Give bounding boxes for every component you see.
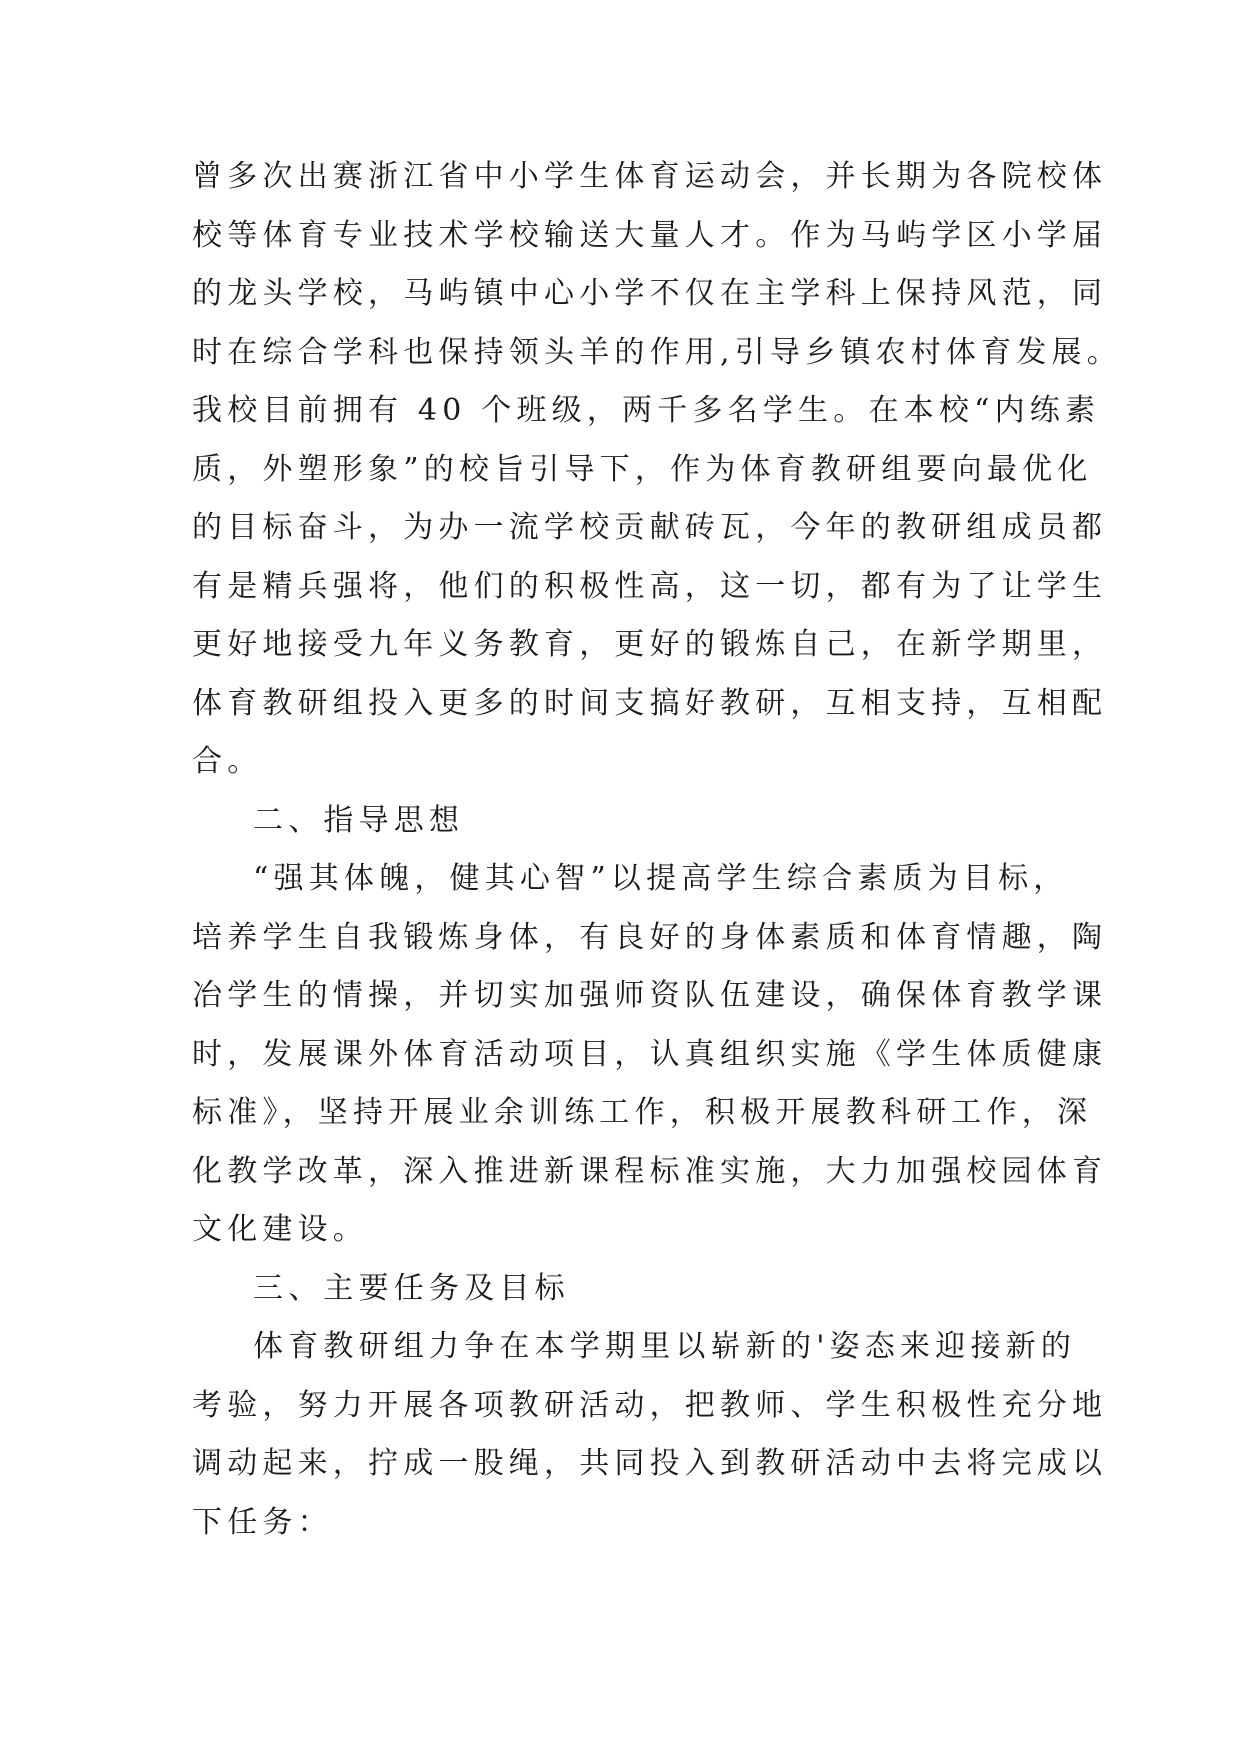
text-line: 时在综合学科也保持领头羊的作用,引导乡镇农村体育发展。 xyxy=(192,334,1122,370)
text-line: 更好地接受九年义务教育，更好的锻炼自己，在新学期里， xyxy=(192,627,1108,662)
text-line: 冶学生的情操，并切实加强师资队伍建设，确保体育教学课 xyxy=(192,978,1108,1013)
text-line: 文化建设。 xyxy=(192,1212,368,1247)
text-line: 考验，努力开展各项教研活动，把教师、学生积极性充分地 xyxy=(192,1387,1108,1423)
paragraph-main-tasks xyxy=(192,1318,1108,1552)
text-line: 标准》，坚持开展业余训练工作，积极开展教科研工作，深 xyxy=(192,1095,1093,1130)
text-line: 下任务： xyxy=(192,1504,333,1540)
paragraph-guiding-ideology xyxy=(192,850,1108,1260)
section-heading-guiding-ideology: 二、指导思想 xyxy=(253,802,465,838)
text-line: 时，发展课外体育活动项目，认真组织实施《学生体质健康 xyxy=(192,1036,1108,1072)
text-line: 培养学生自我锻炼身体，有良好的身体素质和体育情趣，陶 xyxy=(192,919,1108,955)
text-line: “强其体魄，健其心智”以提高学生综合素质为目标， xyxy=(253,861,1069,896)
text-line: 合。 xyxy=(192,744,263,779)
text-line: 体育教研组投入更多的时间支搞好教研，互相支持，互相配 xyxy=(192,685,1108,721)
text-line: 的目标奋斗，为办一流学校贡献砖瓦，今年的教研组成员都 xyxy=(192,510,1108,545)
section-heading-main-tasks: 三、主要任务及目标 xyxy=(253,1270,570,1306)
text-line: 质，外塑形象”的校旨引导下，作为体育教研组要向最优化 xyxy=(192,451,1093,487)
text-line: 化教学改革，深入推进新课程标准实施，大力加强校园体育 xyxy=(192,1153,1108,1189)
text-line: 校等体育专业技术学校输送大量人才。作为马屿学区小学届 xyxy=(192,217,1108,253)
text-line: 我校目前拥有 40 个班级，两千多名学生。在本校“内练素 xyxy=(192,393,1101,428)
text-line: 曾多次出赛浙江省中小学生体育运动会，并长期为各院校体 xyxy=(192,159,1108,194)
text-line: 体育教研组力争在本学期里以崭新的'姿态来迎接新的 xyxy=(253,1329,1077,1364)
paragraph-intro xyxy=(192,148,1122,792)
text-line: 调动起来，拧成一股绳，共同投入到教研活动中去将完成以 xyxy=(192,1446,1108,1481)
text-line: 的龙头学校，马屿镇中心小学不仅在主学科上保持风范，同 xyxy=(192,276,1108,311)
text-line: 有是精兵强将，他们的积极性高，这一切，都有为了让学生 xyxy=(192,568,1108,604)
document-page xyxy=(192,148,1122,1552)
